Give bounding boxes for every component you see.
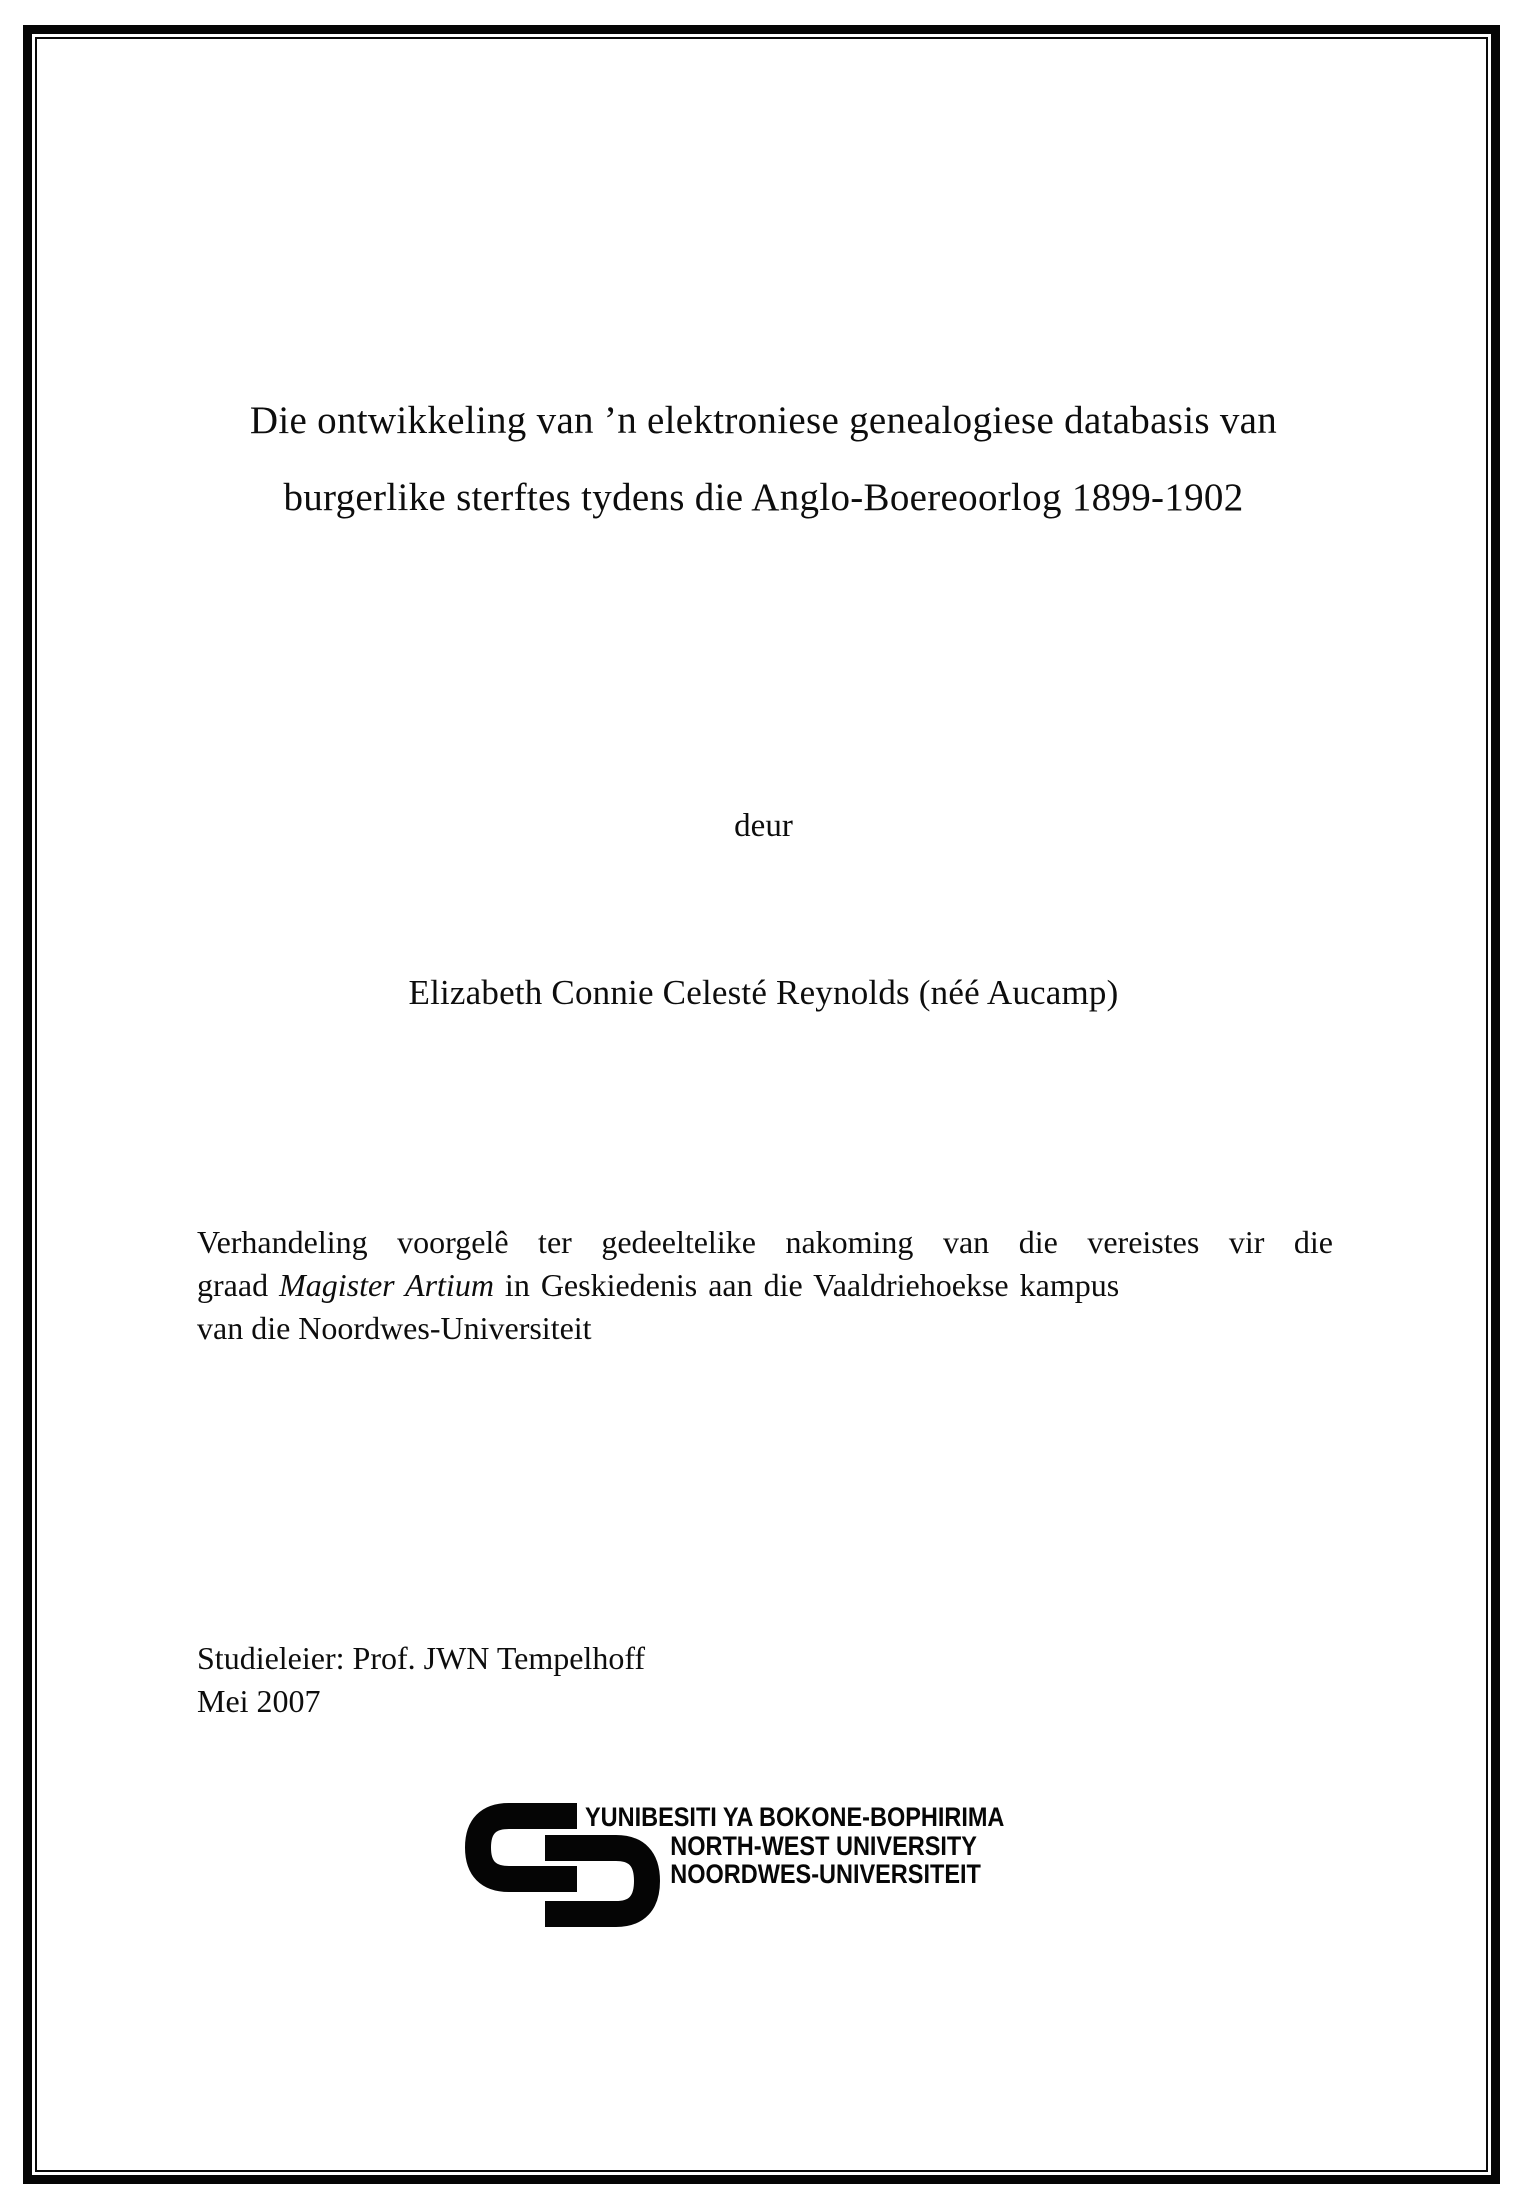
date-line: Mei 2007 [197,1683,321,1719]
nwu-logo-wordmark [585,1803,1004,1889]
degree-description-line2 [197,1264,1333,1307]
supervisor-line: Studieleier: Prof. JWN Tempelhoff [197,1640,646,1676]
logo-line-setswana: YUNIBESITI YA BOKONE-BOPHIRIMA [585,1802,1005,1832]
thesis-title-line2: burgerlike sterftes tydens die Anglo-Boereoorlog 1899-1902 [283,476,1244,519]
byline-label: deur [734,808,793,844]
thesis-title-line1: Die ontwikkeling van ’n elektroniese genealogiese databasis van [249,399,1278,442]
degree-line2-prefix: graad [197,1267,280,1303]
thesis-title [80,382,1447,536]
logo-line-english: NORTH-WEST UNIVERSITY [670,1830,977,1861]
degree-description-line1: Verhandeling voorgelê ter gedeeltelike nakoming van die vereistes vir die [197,1224,1333,1260]
logo-line-afrikaans: NOORDWES-UNIVERSITEIT [670,1859,981,1889]
degree-description-line3: van die Noordwes-Universiteit [197,1310,592,1346]
supervisor-block [197,1637,645,1723]
author-name: Elizabeth Connie Celesté Reynolds (néé Aucamp) [408,973,1119,1012]
degree-name-italic: Magister Artium [279,1267,494,1303]
degree-line2-suffix: in Geskiedenis aan die Vaaldriehoekse kampus [493,1267,1120,1303]
degree-description [197,1221,1333,1350]
